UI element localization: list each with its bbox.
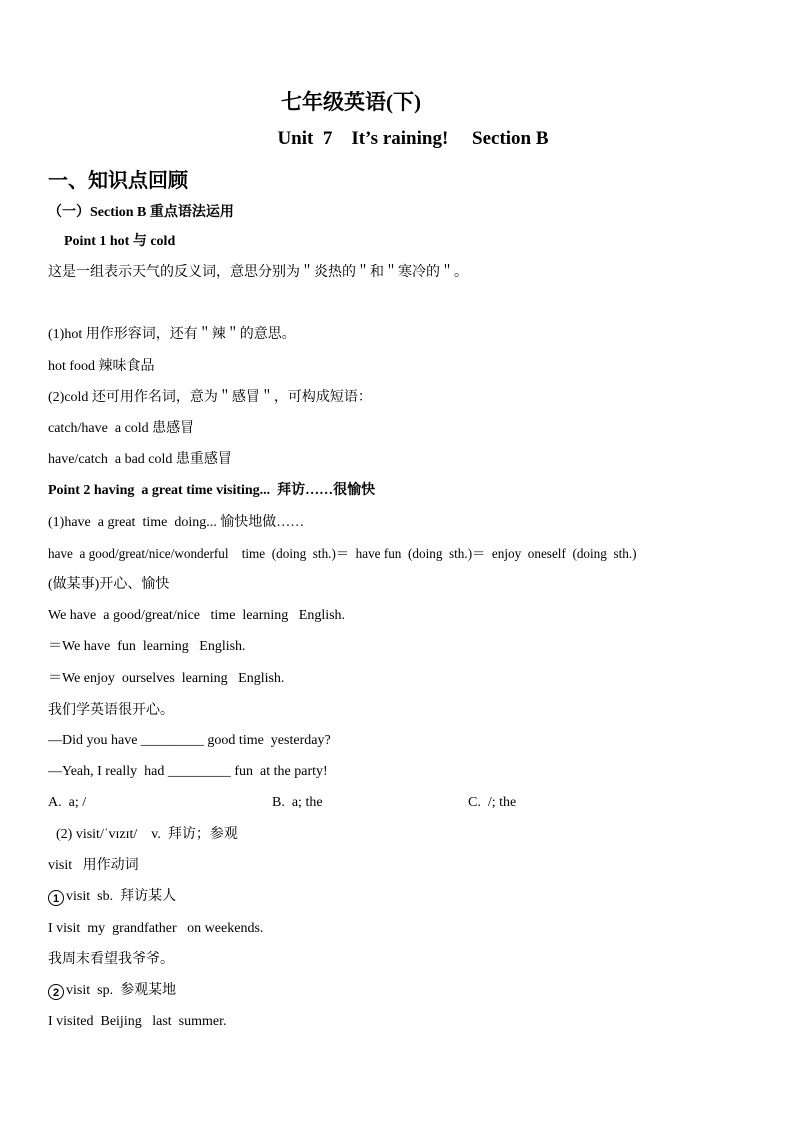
hot-usage: (1)hot 用作形容词，还有＂辣＂的意思。 [48, 327, 296, 342]
point-2-heading: Point 2 having a great time visiting... 拜访……很愉快 [48, 483, 376, 498]
example-sentence-2: ＝We have fun learning English. [48, 639, 246, 654]
circled-number-2: 2 [48, 984, 64, 1000]
option-a: A. a; / [48, 795, 87, 810]
example-sentence-3: ＝We enjoy ourselves learning English. [48, 671, 285, 686]
point-2-meaning: (做某事)开心、愉快 [48, 577, 170, 592]
cold-usage: (2)cold 还可用作名词，意为＂感冒＂，可构成短语： [48, 390, 372, 405]
point-2-equivalents: have a good/great/nice/wonderful time (doing sth.)＝ have fun (doing sth.)＝ enjoy oneself (doing sth.) [48, 546, 637, 561]
document-title: 七年级英语(下) [281, 90, 421, 114]
example-sentence-1: We have a good/great/nice time learning English. [48, 608, 346, 623]
point-2-phrase: (1)have a great time doing... 愉快地做…… [48, 515, 305, 530]
option-b: B. a; the [272, 795, 323, 810]
visit-example-1-translation: 我周末看望我爷爷。 [48, 951, 174, 967]
example-translation: 我们学英语很开心。 [48, 702, 174, 718]
visit-usage-2 [48, 982, 176, 1000]
visit-verb-usage: visit 用作动词 [48, 858, 139, 873]
visit-example-1: I visit my grandfather on weekends. [48, 921, 264, 936]
document-subtitle: Unit 7 It’s raining! Section B [277, 128, 549, 149]
question-line-2: —Yeah, I really had _________ fun at the party! [48, 764, 328, 779]
option-c: C. /; the [468, 795, 517, 810]
section-heading: 一、知识点回顾 [48, 168, 188, 192]
subsection-heading: （一）Section B 重点语法运用 [48, 205, 234, 220]
question-line-1: —Did you have _________ good time yesterday? [48, 733, 331, 748]
visit-heading: (2) visit/ˈvɪzɪt/ v. 拜访；参观 [56, 827, 238, 842]
point-1-description: 这是一组表示天气的反义词，意思分别为＂炎热的＂和＂寒冷的＂。 [48, 264, 468, 280]
circled-number-1: 1 [48, 890, 64, 906]
cold-example-2: have/catch a bad cold 患重感冒 [48, 452, 232, 467]
cold-example-1: catch/have a cold 患感冒 [48, 421, 195, 436]
hot-example: hot food 辣味食品 [48, 359, 155, 374]
point-1-heading: Point 1 hot 与 cold [64, 234, 176, 249]
visit-usage-1 [48, 888, 176, 906]
visit-usage-1-text: visit sb. 拜访某人 [66, 889, 177, 904]
visit-usage-2-text: visit sp. 参观某地 [66, 983, 177, 998]
visit-example-2: I visited Beijing last summer. [48, 1014, 227, 1029]
